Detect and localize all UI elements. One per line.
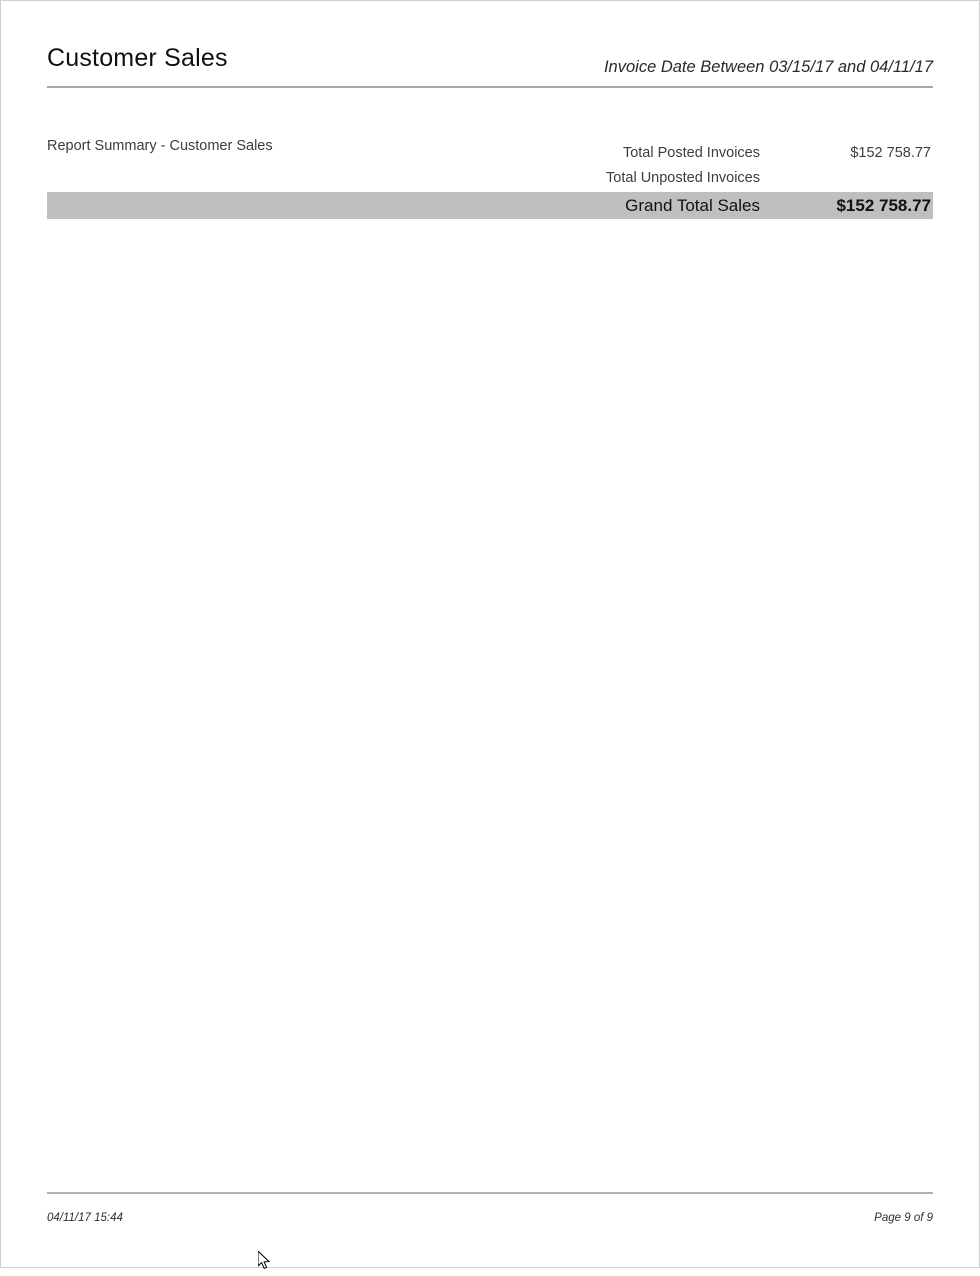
header-divider (47, 86, 933, 88)
grand-total-row (47, 192, 933, 219)
summary-row-value: $152 758.77 (850, 144, 931, 161)
page-border-top (0, 0, 980, 1)
page-border-left (0, 0, 1, 1268)
footer-page-number: Page 9 of 9 (874, 1212, 933, 1224)
summary-row (470, 165, 933, 190)
grand-total-value: $152 758.77 (836, 195, 931, 215)
summary-row-label: Total Unposted Invoices (606, 169, 760, 186)
report-date-range: Invoice Date Between 03/15/17 and 04/11/17 (603, 58, 933, 76)
grand-total-label: Grand Total Sales (625, 195, 760, 215)
footer-timestamp: 04/11/17 15:44 (47, 1212, 123, 1224)
mouse-pointer-icon (258, 1251, 272, 1271)
summary-row-label: Total Posted Invoices (622, 144, 760, 161)
summary-totals-list (470, 140, 933, 190)
footer-divider (47, 1192, 933, 1194)
report-summary-label: Report Summary - Customer Sales (47, 138, 273, 154)
page-title: Customer Sales (47, 44, 228, 72)
report-header (47, 44, 933, 86)
summary-row (470, 140, 933, 165)
